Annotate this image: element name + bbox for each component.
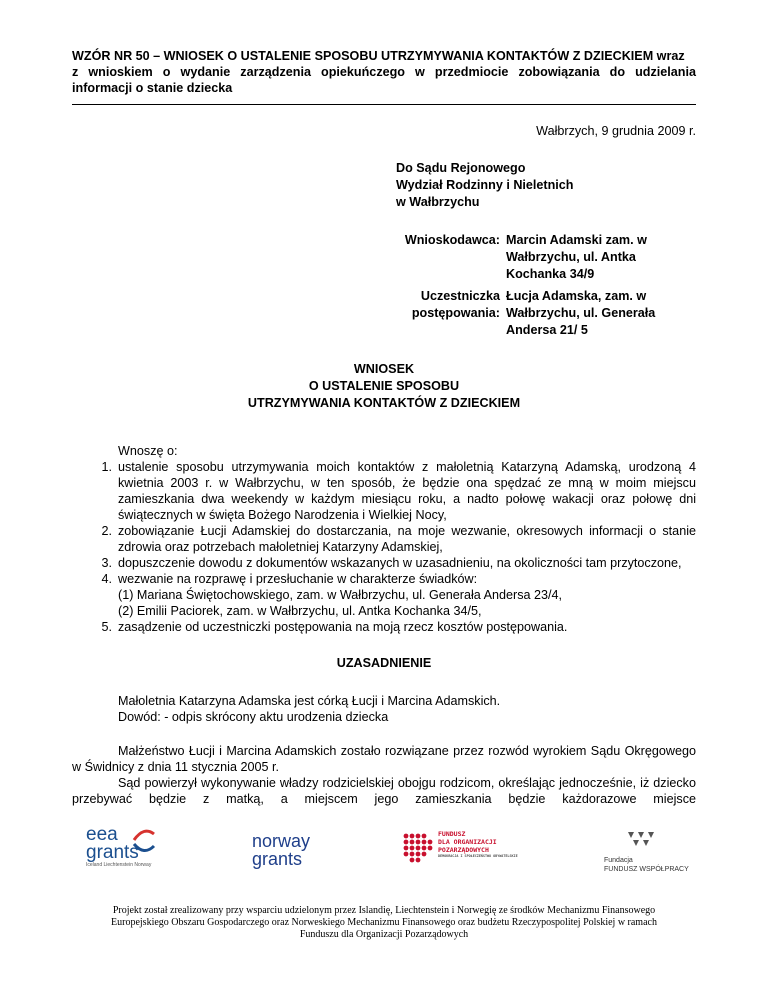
fundacja-logo — [604, 830, 694, 880]
fundusz-logo — [402, 828, 532, 868]
justification-body — [72, 743, 696, 807]
logo-text: FUNDUSZ WSPÓŁPRACY — [604, 866, 689, 873]
court-address — [396, 160, 574, 211]
item-number: 1. — [101, 460, 112, 474]
fundacja-text — [604, 856, 689, 874]
logo-text: norway — [252, 831, 311, 851]
list-item — [72, 459, 696, 523]
participant-label — [350, 288, 500, 322]
participant-value — [506, 288, 656, 339]
eea-symbol-icon — [130, 826, 158, 856]
item-text: zasądzenie od uczestniczki postępowania na moją rzecz kosztów postępowania. — [118, 620, 568, 634]
witness-line: (1) Mariana Świętochowskiego, zam. w Wałbrzychu, ul. Generała Andersa 23/4, — [118, 588, 563, 602]
applicant-block — [350, 232, 660, 284]
requests-section — [72, 443, 696, 635]
requests-list — [72, 459, 696, 635]
item-number: 4. — [101, 572, 112, 586]
applicant-line: Kochanka 34/9 — [506, 267, 595, 281]
document-header — [72, 48, 696, 96]
participant-line: Wałbrzychu, ul. Generała — [506, 306, 656, 320]
title-line: O USTALENIE SPOSOBU — [308, 379, 460, 393]
list-item — [72, 619, 696, 635]
eea-grants-logo — [86, 826, 176, 882]
applicant-value — [506, 232, 656, 283]
sponsor-logos — [72, 826, 696, 882]
item-text: ustalenie sposobu utrzymywania moich kontaktów z małoletnią Katarzyną Adamską, urodzoną 4 kwietnia 2003 r. w Wałbrzychu, w ten sposób, że będzie ona spędzać ze mną w moim miejscu zamieszkania dwa weekendy w każdym miesiącu roku, a nadto połowę wakacji oraz połowę dni świątecznych w święta Bożego Narodzenia i Wielkiej Nocy, — [118, 460, 696, 522]
participant-line: Andersa 21/ 5 — [506, 323, 588, 337]
justification-paragraph: Sąd powierzył wykonywanie władzy rodzicielskiej obojgu rodzicom, określając jednocześnie, iż dziecko przebywać będzie z matką, a miejscem jego zamieszkania będzie każdorazowe miejsce — [72, 776, 696, 806]
motion-title — [180, 361, 588, 412]
participant-label-line: postępowania: — [411, 306, 500, 320]
evidence-note: Dowód: - odpis skrócony aktu urodzenia dziecka — [118, 710, 389, 724]
requests-intro: Wnoszę o: — [118, 444, 178, 458]
justification-intro — [72, 693, 696, 725]
court-line-2: Wydział Rodzinny i Nieletnich — [396, 178, 574, 192]
court-line-3: w Wałbrzychu — [396, 195, 480, 209]
footer-line: Europejskiego Obszaru Gospodarczego oraz Norweskiego Mechanizmu Finansowego oraz budżetu Rzeczypospolitej Polskiej w ramach — [111, 917, 657, 928]
list-item — [72, 571, 696, 619]
justification-paragraph: Małżeństwo Łucji i Marcina Adamskich zostało rozwiązane przez rozwód wyrokiem Sądu Okręgowego w Świdnicy z dnia 11 stycznia 2005 r. — [72, 744, 696, 774]
fundacja-mark-icon — [626, 830, 654, 852]
logo-text: POZARZĄDOWYCH — [438, 846, 489, 854]
list-item — [72, 523, 696, 555]
title-line: UTRZYMYWANIA KONTAKTÓW Z DZIECKIEM — [247, 396, 521, 410]
logo-text: grants — [86, 842, 139, 863]
header-line-2: z wnioskiem o wydanie zarządzenia opiekuńczego w przedmiocie zobowiązania do udzielania — [72, 65, 696, 79]
court-line-1: Do Sądu Rejonowego — [396, 161, 526, 175]
footer-note — [72, 905, 696, 941]
logo-tagline: DEMOKRACJA I SPOŁECZEŃSTWO OBYWATELSKIE — [438, 854, 518, 858]
header-line-3: informacji o stanie dziecka — [72, 81, 233, 95]
logo-text: FUNDUSZ — [438, 830, 466, 838]
witness-line: (2) Emilii Paciorek, zam. w Wałbrzychu, ul. Antka Kochanka 34/5, — [118, 604, 482, 618]
participant-label-line: Uczestniczka — [420, 289, 500, 303]
applicant-line: Marcin Adamski zam. w — [506, 233, 647, 247]
logo-tagline: Iceland Liechtenstein Norway — [86, 862, 152, 868]
list-item — [72, 555, 696, 571]
item-number: 2. — [101, 524, 112, 538]
logo-text: Fundacja — [604, 857, 633, 864]
header-divider — [72, 104, 696, 105]
logo-text: eea — [86, 824, 118, 845]
title-line: WNIOSEK — [353, 362, 415, 376]
item-text: dopuszczenie dowodu z dokumentów wskazanych w uzasadnieniu, na okoliczności tam przytoczone, — [118, 556, 682, 570]
item-number: 5. — [101, 620, 112, 634]
norway-grants-logo — [252, 832, 332, 868]
item-text: wezwanie na rozprawę i przesłuchanie w charakterze świadków: — [118, 572, 478, 586]
applicant-line: Wałbrzychu, ul. Antka — [506, 250, 636, 264]
participant-line: Łucja Adamska, zam. w — [506, 289, 647, 303]
fundusz-text — [438, 830, 518, 859]
item-number: 3. — [101, 556, 112, 570]
justification-paragraph: Małoletnia Katarzyna Adamska jest córką Łucji i Marcina Adamskich. — [118, 694, 501, 708]
fundusz-dots-icon — [402, 832, 434, 864]
item-text: zobowiązanie Łucji Adamskiej do dostarczania, na moje wezwanie, okresowych informacji o stanie zdrowia oraz potrzebach małoletniej Katarzyny Adamskiej, — [118, 524, 696, 554]
header-line-1: WZÓR NR 50 – WNIOSEK O USTALENIE SPOSOBU UTRZYMYWANIA KONTAKTÓW Z DZIECKIEM wraz — [72, 49, 685, 63]
participant-block — [350, 288, 660, 340]
footer-line: Funduszu dla Organizacji Pozarządowych — [299, 929, 469, 940]
logo-text: grants — [252, 849, 303, 869]
document-date: Wałbrzych, 9 grudnia 2009 r. — [536, 124, 696, 138]
logo-text: DLA ORGANIZACJI — [438, 838, 497, 846]
footer-line: Projekt został zrealizowany przy wsparciu udzielonym przez Islandię, Liechtenstein i Norwegię ze środków Mechanizmu Finansowego — [112, 905, 656, 916]
justification-heading: UZASADNIENIE — [336, 656, 432, 670]
applicant-label: Wnioskodawca: — [404, 233, 500, 247]
